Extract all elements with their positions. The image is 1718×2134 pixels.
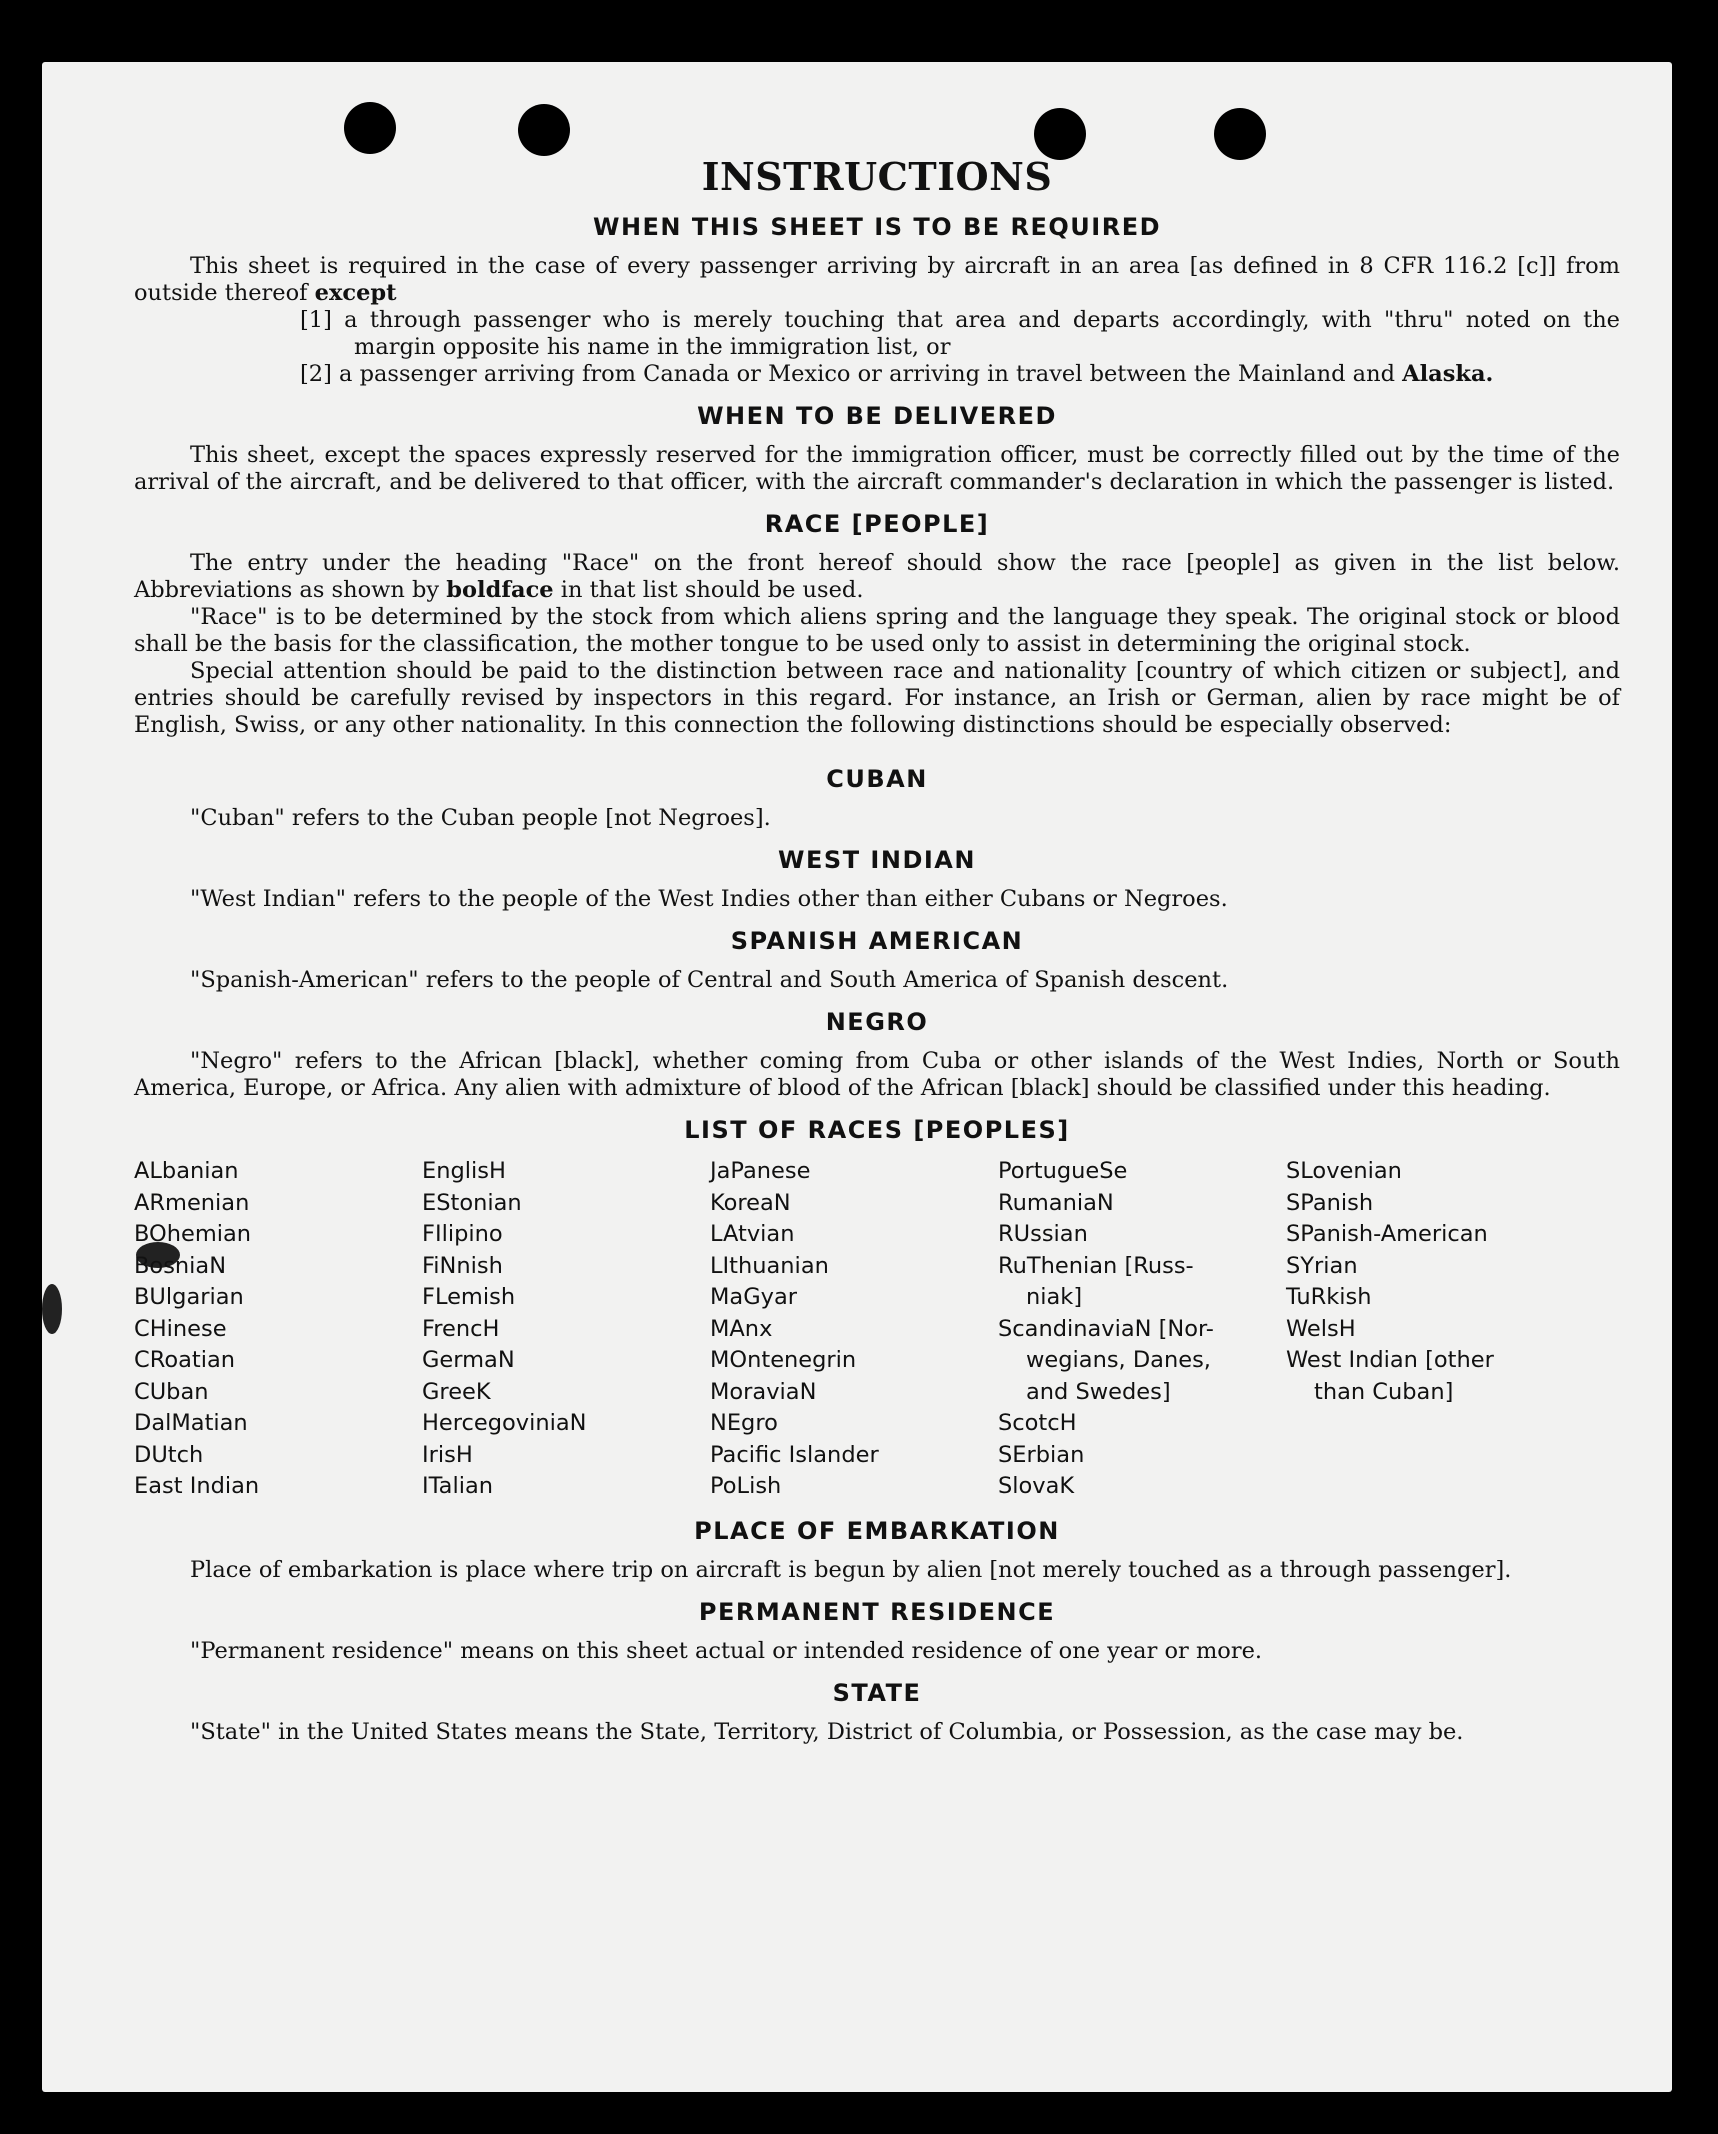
race-item: MaGyar	[710, 1284, 797, 1310]
race-item: KoreaN	[710, 1189, 791, 1216]
race-item-continuation: niak]	[1026, 1284, 1083, 1310]
race-item: DalMatian	[134, 1410, 248, 1436]
paragraph-race-1: The entry under the heading "Race" on the front hereof should show the race [people] as given in the list below. Abbreviations as shown by boldface in that list should be used.	[134, 550, 1620, 603]
race-item: SErbian	[998, 1441, 1085, 1468]
section-heading-state: STATE	[832, 1678, 922, 1707]
race-item: FLemish	[422, 1284, 516, 1310]
section-heading-spanish-american: SPANISH AMERICAN	[730, 927, 1024, 955]
race-item: SlovaK	[998, 1473, 1075, 1499]
exception-item-1: [1] a through passenger who is merely touching that area and departs accordingly, with "thru" noted on the margin opposite his name in the immigration list, or	[300, 307, 1620, 360]
race-item-continuation: than Cuban]	[1314, 1378, 1454, 1405]
punch-hole	[344, 102, 396, 154]
race-item: ALbanian	[134, 1158, 239, 1184]
race-item: RuThenian [Russ-	[998, 1252, 1194, 1279]
race-item: EnglisH	[422, 1158, 506, 1184]
section-heading-delivered: WHEN TO BE DELIVERED	[697, 402, 1057, 430]
section-heading-residence: PERMANENT RESIDENCE	[698, 1597, 1056, 1626]
race-item: West Indian [other	[1286, 1347, 1494, 1373]
race-item: MAnx	[710, 1315, 773, 1342]
race-item: RumaniaN	[998, 1189, 1114, 1216]
race-item: HercegoviniaN	[422, 1410, 587, 1436]
section-heading-west-indian: WEST INDIAN	[778, 846, 976, 874]
race-item: ARmenian	[134, 1189, 250, 1216]
paragraph-negro: "Negro" refers to the African [black], whether coming from Cuba or other islands of the West Indies, North or South America, Europe, or Africa. Any alien with admixture of blood of the African [black] should be classified under this heading.	[134, 1048, 1620, 1101]
race-item: Pacific Islander	[710, 1441, 879, 1468]
paragraph-residence: "Permanent residence" means on this sheet actual or intended residence of one year or more.	[190, 1637, 1263, 1664]
paragraph-spanish-american: "Spanish-American" refers to the people of Central and South America of Spanish descent.	[190, 967, 1229, 993]
punch-hole	[1214, 108, 1266, 160]
race-item: MOntenegrin	[710, 1347, 857, 1373]
race-item: EStonian	[422, 1189, 522, 1216]
race-item: FIlipino	[422, 1221, 503, 1247]
race-item: JaPanese	[710, 1158, 811, 1184]
races-column-2	[422, 1156, 710, 1503]
race-item: DUtch	[134, 1441, 204, 1468]
section-heading-races-list: LIST OF RACES [PEOPLES]	[684, 1116, 1070, 1144]
section-heading-required: WHEN THIS SHEET IS TO BE REQUIRED	[592, 213, 1162, 241]
race-item: PoLish	[710, 1473, 782, 1499]
race-item: WelsH	[1286, 1315, 1356, 1342]
race-item: LAtvian	[710, 1221, 795, 1247]
section-heading-embarkation: PLACE OF EMBARKATION	[694, 1516, 1060, 1545]
race-item: NEgro	[710, 1410, 778, 1436]
race-item: IrisH	[422, 1441, 473, 1468]
race-item: FrencH	[422, 1315, 500, 1342]
race-item: ScandinaviaN [Nor-	[998, 1315, 1214, 1342]
exception-item-2: [2] a passenger arriving from Canada or Mexico or arriving in travel between the Mainland and Alaska.	[300, 361, 1494, 387]
races-column-4	[998, 1156, 1286, 1503]
paragraph-race-3: Special attention should be paid to the distinction between race and nationality [country of which citizen or subject], and entries should be carefully revised by inspectors in this regard. For instance, an Irish or German, alien by race might be of English, Swiss, or any other nationality. In this connection the following distinctions should be especially observed:	[134, 658, 1620, 738]
paragraph-embarkation: Place of embarkation is place where trip on aircraft is begun by alien [not merely touched as a through passenger].	[190, 1556, 1512, 1583]
paragraph-delivered: This sheet, except the spaces expressly reserved for the immigration officer, must be correctly filled out by the time of the arrival of the aircraft, and be delivered to that officer, with the aircraft commander's declaration in which the passenger is listed.	[134, 442, 1620, 495]
race-item: SPanish	[1286, 1189, 1374, 1216]
race-item: TuRkish	[1286, 1284, 1372, 1310]
page-title: INSTRUCTIONS	[701, 154, 1053, 199]
paragraph-cuban: "Cuban" refers to the Cuban people [not Negroes].	[190, 805, 771, 831]
instructions-content	[134, 154, 1620, 1746]
section-heading-cuban: CUBAN	[826, 765, 928, 793]
section-heading-negro: NEGRO	[825, 1008, 929, 1036]
race-item-continuation: and Swedes]	[1026, 1378, 1171, 1405]
race-item: SPanish-American	[1286, 1221, 1488, 1247]
race-item: CHinese	[134, 1315, 227, 1342]
document-page	[42, 62, 1672, 2092]
race-item: BUlgarian	[134, 1284, 244, 1310]
race-item: GermaN	[422, 1347, 515, 1373]
race-item: SYrian	[1286, 1252, 1358, 1279]
paragraph-west-indian: "West Indian" refers to the people of the West Indies other than either Cubans or Negroes.	[190, 886, 1228, 912]
race-item: RUssian	[998, 1221, 1088, 1247]
punch-hole	[1034, 108, 1086, 160]
race-item: East Indian	[134, 1473, 260, 1499]
race-item: ITalian	[422, 1473, 493, 1499]
race-item: MoraviaN	[710, 1378, 817, 1405]
race-item: SLovenian	[1286, 1158, 1402, 1184]
race-item-continuation: wegians, Danes,	[1026, 1347, 1211, 1373]
punch-hole	[518, 104, 570, 156]
race-item: BosniaN	[134, 1252, 227, 1279]
race-item: GreeK	[422, 1378, 491, 1405]
race-item: LIthuanian	[710, 1252, 829, 1279]
race-item: PortugueSe	[998, 1158, 1128, 1184]
race-item: ScotcH	[998, 1410, 1077, 1436]
race-item: CUban	[134, 1378, 209, 1405]
paragraph-state: "State" in the United States means the State, Territory, District of Columbia, or Possession, as the case may be.	[190, 1718, 1464, 1745]
race-item: FiNnish	[422, 1252, 503, 1279]
races-column-1	[134, 1156, 422, 1503]
races-column-3	[710, 1156, 998, 1503]
races-list	[134, 1156, 1620, 1503]
race-item: CRoatian	[134, 1347, 236, 1373]
section-heading-race: RACE [PEOPLE]	[764, 510, 990, 538]
races-column-5	[1286, 1156, 1574, 1503]
race-item: BOhemian	[134, 1221, 252, 1247]
paragraph-race-2: "Race" is to be determined by the stock from which aliens spring and the language they speak. The original stock or blood shall be the basis for the classification, the mother tongue to be used only to assist in determining the original stock.	[134, 604, 1620, 657]
ink-blot	[42, 1284, 62, 1334]
paragraph-required: This sheet is required in the case of every passenger arriving by aircraft in an area [as defined in 8 CFR 116.2 [c]] from outside thereof except	[134, 253, 1620, 306]
